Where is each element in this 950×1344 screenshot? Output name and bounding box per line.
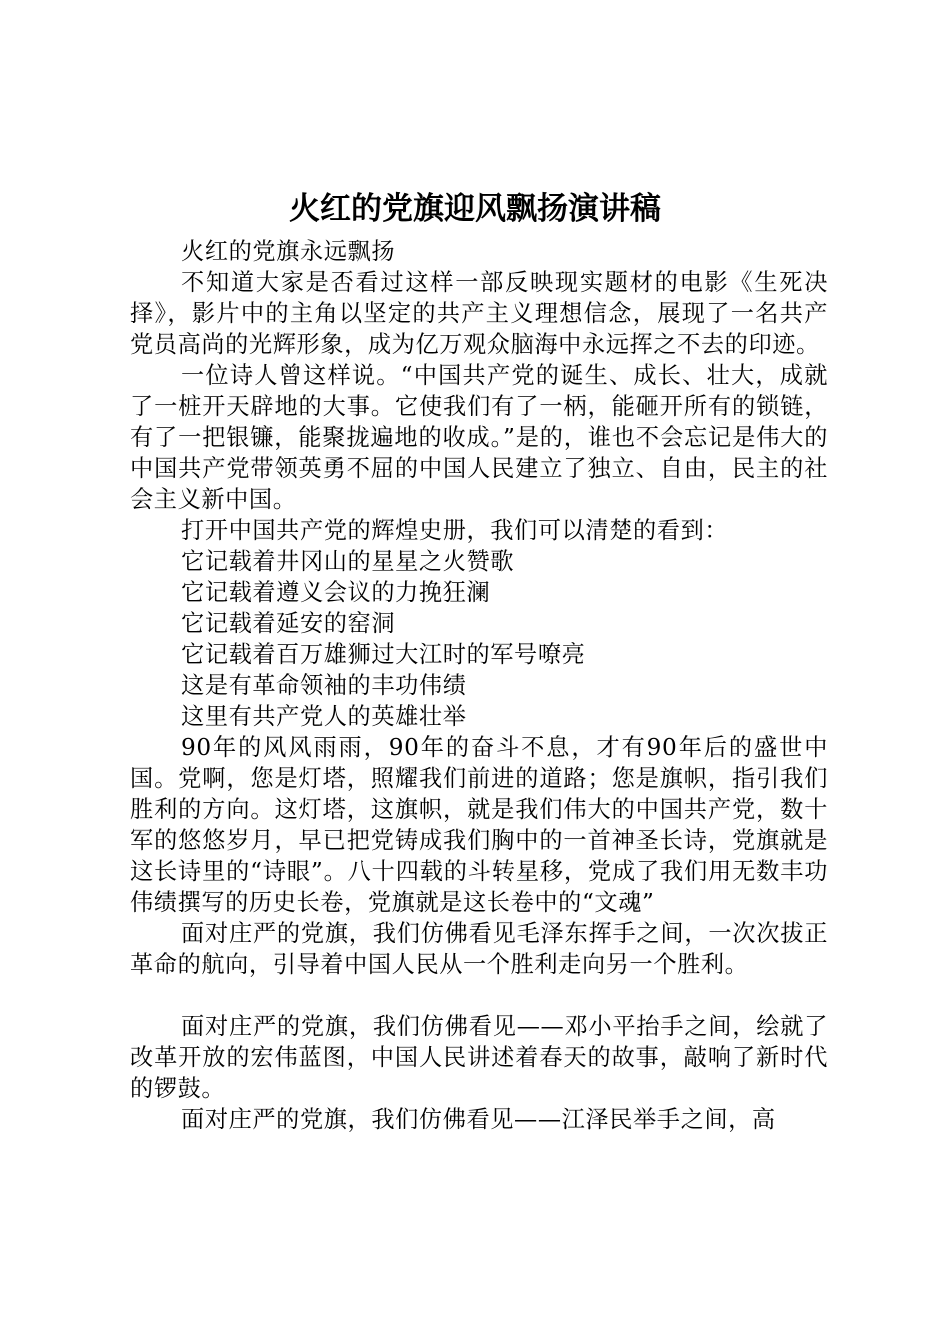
paragraph: 面对庄严的党旗，我们仿佛看见——江泽民举手之间，高 <box>181 1106 776 1133</box>
paragraph: 90年的风风雨雨，90年的奋斗不息，才有90年后的盛世中国。党啊，您是灯塔，照耀我们前进的道路；您是旗帜，指引我们胜利的方向。这灯塔，这旗帜，就是我们伟大的中国共产党，数十军的悠悠岁月，早已把党铸成我们胸中的一首神圣长诗，党旗就是这长诗里的“诗眼”。八十四载的斗转星移，党成了我们用无数丰功伟绩撰写的历史长卷，党旗就是这长卷中的“文魂” <box>130 734 828 916</box>
verse-line: 它记载着井冈山的星星之火赞歌 <box>181 548 515 575</box>
paragraph: 不知道大家是否看过这样一部反映现实题材的电影《生死决择》，影片中的主角以坚定的共产主义理想信念，展现了一名共产党员高尚的光辉形象，成为亿万观众脑海中永远挥之不去的印迹。 <box>130 269 828 358</box>
document-title: 火红的党旗迎风飘扬演讲稿 <box>289 191 661 227</box>
verse-line: 它记载着遵义会议的力挽狂澜 <box>181 579 491 606</box>
verse-line: 它记载着延安的窑洞 <box>181 610 396 637</box>
verse-line: 这是有革命领袖的丰功伟绩 <box>181 672 467 699</box>
verse-line: 它记载着百万雄狮过大江时的军号嘹亮 <box>181 641 586 668</box>
paragraph: 面对庄严的党旗，我们仿佛看见——邓小平抬手之间，绘就了改革开放的宏伟蓝图，中国人民讲述着春天的故事，敲响了新时代的锣鼓。 <box>130 1013 828 1102</box>
paragraph: 面对庄严的党旗，我们仿佛看见毛泽东挥手之间，一次次拔正革命的航向，引导着中国人民从一个胜利走向另一个胜利。 <box>130 920 828 978</box>
paragraph-subtitle: 火红的党旗永远飘扬 <box>181 238 396 265</box>
paragraph: 打开中国共产党的辉煌史册，我们可以清楚的看到： <box>181 517 729 544</box>
paragraph: 一位诗人曾这样说。“中国共产党的诞生、成长、壮大，成就了一桩开天辟地的大事。它使我们有了一柄，能砸开所有的锁链，有了一把银镰，能聚拢遍地的收成。”是的，谁也不会忘记是伟大的中国共产党带领英勇不屈的中国人民建立了独立、自由，民主的社会主义新中国。 <box>130 362 828 513</box>
document-body <box>130 236 828 1135</box>
verse-line: 这里有共产党人的英雄壮举 <box>181 703 467 730</box>
